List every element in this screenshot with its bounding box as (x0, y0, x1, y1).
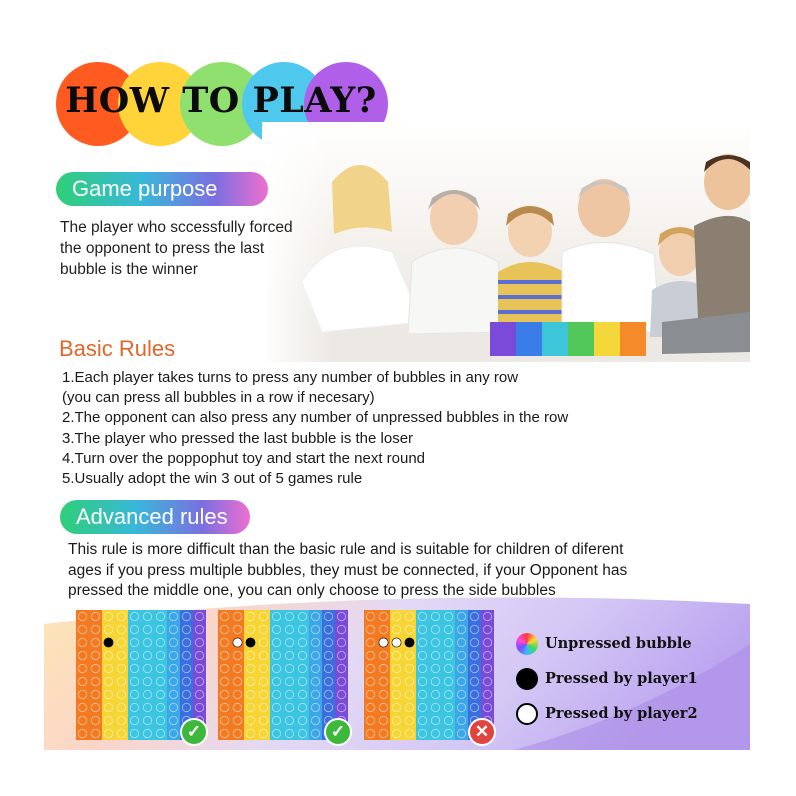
rule-item: 2.The opponent can also press any number of unpressed bubbles in the row (62, 409, 569, 427)
game-purpose-text (60, 217, 340, 280)
rainbow-dot-icon (516, 633, 538, 655)
advanced-rules-line: pressed the middle one, you can only choose to press the side bubbles (68, 582, 556, 599)
game-purpose-line: bubble is the winner (60, 261, 198, 278)
rule-item: 5.Usually adopt the win 3 out of 5 games rule (62, 470, 363, 488)
rule-item: 4.Turn over the poppophut toy and start the next round (62, 449, 426, 467)
legend (516, 626, 746, 731)
page-title: HOW TO PLAY? (65, 80, 377, 121)
advanced-rules-heading: Advanced rules (60, 500, 250, 534)
rule-item: 1.Each player takes turns to press any number of bubbles in any row (62, 369, 519, 386)
white-dot-icon (516, 703, 538, 725)
rule-item: 3.The player who pressed the last bubble is the loser (62, 429, 414, 447)
advanced-rules-line: ages if you press multiple bubbles, they must be connected, if your Opponent has (68, 561, 628, 579)
advanced-rules-line: This rule is more difficult than the basic rule and is suitable for children of diferent (68, 541, 624, 558)
legend-label: Pressed by player2 (545, 705, 698, 722)
legend-item-player2 (516, 696, 746, 731)
game-purpose-heading: Game purpose (56, 172, 268, 206)
basic-rules-list (62, 368, 732, 489)
check-icon: ✓ (324, 718, 352, 746)
legend-item-player1 (516, 661, 746, 696)
cross-icon: ✕ (468, 718, 496, 746)
basic-rules-heading: Basic Rules (59, 336, 176, 361)
game-purpose-line: the opponent to press the last (60, 240, 265, 257)
game-purpose-line: The player who sccessfully forced (60, 219, 293, 236)
legend-label: Unpressed bubble (545, 635, 692, 652)
how-to-play-infographic (44, 44, 750, 750)
legend-label: Pressed by player1 (545, 670, 698, 687)
rule-item: (you can press all bubbles in a row if necesary) (62, 389, 375, 407)
legend-item-unpressed (516, 626, 746, 661)
black-dot-icon (516, 668, 538, 690)
check-icon: ✓ (180, 718, 208, 746)
